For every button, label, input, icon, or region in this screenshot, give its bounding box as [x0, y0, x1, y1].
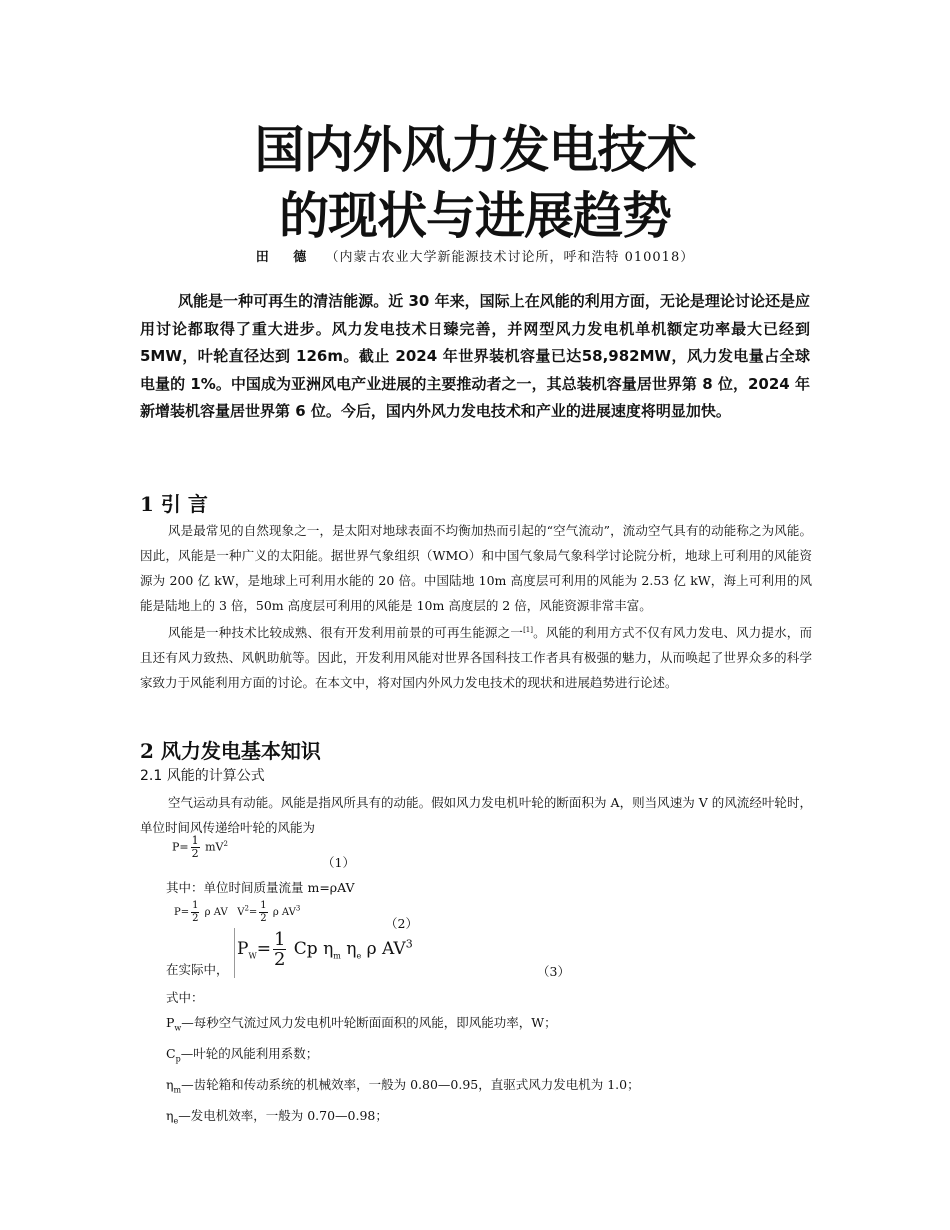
abstract-text: 风能是一种可再生的清洁能源。近 30 年来，国际上在风能的利用方面，无论是理论讨论还是应用讨论都取得了重大进步。风力发电技术日臻完善，并网型风力发电机单机额定功率最大已经到 5MW，叶轮直径达到 126m。截止 2024 年世界装机容量已达58,982MW，风力发电量占全球电量的 1%。中国成为亚洲风电产业进展的主要推动者之一，其总装机容量居世界第 8 位，2024 年新增装机容量居世界第 6 位。今后，国内外风力发电技术和产业的进展速度将明显加快。	[140, 292, 810, 420]
in-practice-text: 在实际中，	[166, 962, 229, 977]
section-1-body	[140, 518, 812, 695]
section-1-paragraph-1: 风是最常见的自然现象之一，是太阳对地球表面不均衡加热而引起的“空气流动”，流动空气具有的动能称之为风能。因此，风能是一种广义的太阳能。据世界气象组织（WMO）和中国气象局气象科学讨论院分析，地球上可利用的风能资源为 200 亿 kW，是地球上可利用水能的 20 倍。中国陆地 10m 高度层可利用的风能为 2.53 亿 kW，海上可利用的风能是陆地上的 3 倍，50m 高度层可利用的风能是 10m 高度层的 2 倍，风能资源非常丰富。	[140, 523, 812, 613]
subsection-2-1-heading: 2.1 风能的计算公式	[140, 768, 265, 784]
abstract	[140, 288, 810, 426]
citation-1[interactable]: [1]	[523, 626, 533, 634]
equation-2-number: （2）	[385, 916, 418, 931]
definition-eta-e: $\eta_e—$发电机效率，一般为 0.70—0.98；	[166, 1108, 388, 1126]
section-1-paragraph-2: 风能是一种技术比较成熟、很有开发利用前景的可再生能源之一[1]。风能的利用方式不仅有风力发电、风力提水，而且还有风力致热、风帆助航等。因此，开发利用风能对世界各国科技工作者具有极强的魅力，从而唤起了世界众多的科学家致力于风能利用方面的讨论。在本文中，将对国内外风力发电技术的现状和进展趋势进行论述。	[140, 625, 812, 691]
section-2-heading: 2 风力发电基本知识	[140, 739, 321, 763]
symbol-definitions	[166, 1010, 640, 1134]
equation-2: P= $\frac{1}{2}$ ρ AV $V^2=$ $\frac{1}{2}$ ρ $AV^3$	[174, 900, 301, 924]
title-line-1: 国内外风力发电技术	[254, 121, 696, 179]
definition-eta-m: $\eta_m—$齿轮箱和传动系统的机械效率，一般为 0.80—0.95，直驱式风力发电机为 1.0；	[166, 1077, 640, 1095]
definition-pw: $P_w—$每秒空气流过风力发电机叶轮断面面积的风能，即风能功率，W；	[166, 1015, 557, 1033]
section-2-1-body	[140, 790, 812, 840]
title-line-2: 的现状与进展趋势	[279, 187, 671, 245]
mass-flow-text: 其中：单位时间质量流量 m=ρAV	[166, 880, 355, 895]
author-line	[0, 246, 950, 265]
where-label: 式中：	[166, 990, 204, 1005]
equation-1-number: （1）	[322, 855, 355, 870]
equation-1: P= $\frac{1}{2}$ $mV^2$	[172, 834, 228, 860]
definition-cp: $C_p—$叶轮的风能利用系数；	[166, 1046, 319, 1064]
equation-3-cursor-bar	[234, 928, 235, 978]
section-2-1-paragraph: 空气运动具有动能。风能是指风所具有的动能。假如风力发电机叶轮的断面积为 A，则当风速为 V 的风流经叶轮时，单位时间风传递给叶轮的风能为	[140, 795, 812, 835]
author-affiliation: （内蒙古农业大学新能源技术讨论所，呼和浩特 010018）	[325, 250, 695, 265]
author-name: 田 德	[255, 250, 317, 265]
equation-3: $P_W=$ $\frac{1}{2}$ Cp $\eta_m$ $\eta_e$ ρ $AV^3$	[237, 929, 413, 970]
section-1-heading: 1 引 言	[140, 492, 208, 516]
equation-3-number: （3）	[537, 964, 570, 979]
